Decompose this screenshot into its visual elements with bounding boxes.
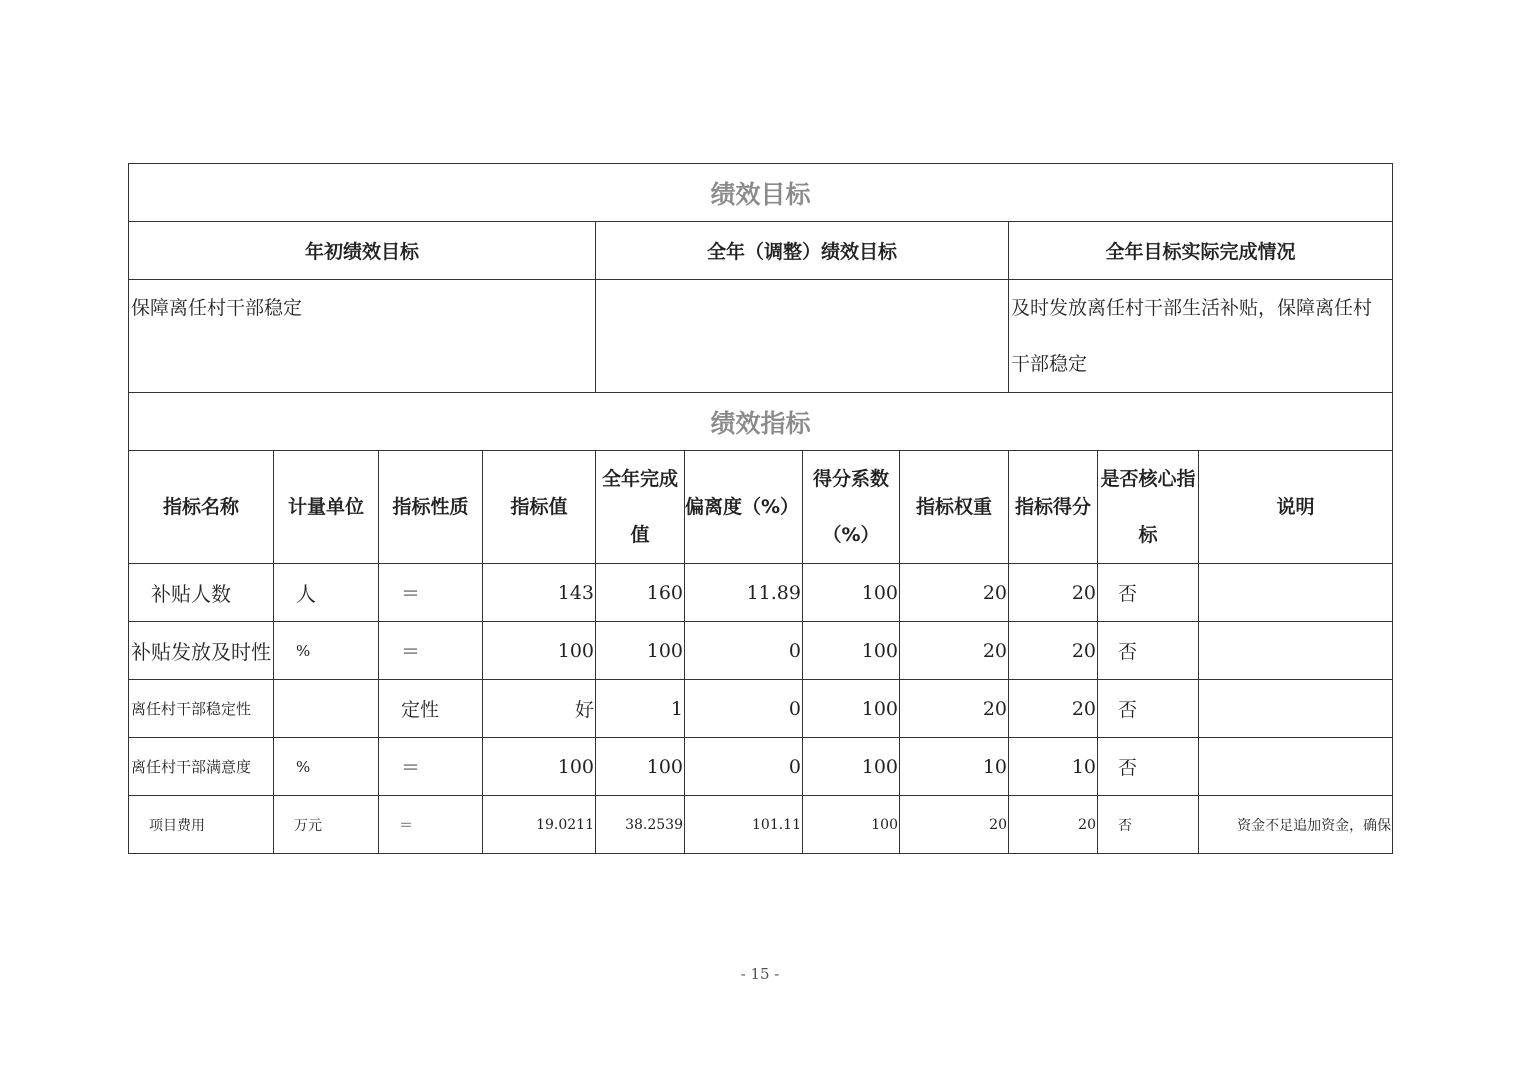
table-row — [129, 738, 1393, 796]
cell-score: 20 — [1009, 680, 1098, 738]
cell-core: 否 — [1098, 796, 1199, 854]
cell-target: 100 — [483, 622, 596, 680]
cell-core: 否 — [1098, 622, 1199, 680]
table-row — [129, 680, 1393, 738]
cell-target: 143 — [483, 564, 596, 622]
cell-core: 否 — [1098, 564, 1199, 622]
cell-target: 19.0211 — [483, 796, 596, 854]
cell-score: 20 — [1009, 564, 1098, 622]
cell-notes — [1199, 738, 1393, 796]
goal-actual-value: 及时发放离任村干部生活补贴，保障离任村干部稳定 — [1009, 280, 1393, 393]
cell-actual: 160 — [596, 564, 685, 622]
cell-name: 离任村干部稳定性 — [129, 680, 274, 738]
performance-table — [128, 163, 1393, 854]
goal-header-initial: 年初绩效目标 — [129, 222, 596, 280]
page-number: - 15 - — [740, 965, 780, 983]
table-row — [129, 796, 1393, 854]
cell-weight: 20 — [900, 564, 1009, 622]
cell-target: 好 — [483, 680, 596, 738]
goal-section-title: 绩效目标 — [129, 164, 1393, 222]
cell-nature: ＝ — [379, 564, 483, 622]
cell-weight: 20 — [900, 622, 1009, 680]
header-indicator-name: 指标名称 — [129, 451, 274, 564]
cell-unit: 人 — [274, 564, 379, 622]
goal-header-adjusted: 全年（调整）绩效目标 — [596, 222, 1009, 280]
cell-notes — [1199, 680, 1393, 738]
cell-name: 补贴人数 — [129, 564, 274, 622]
cell-nature: ＝ — [379, 622, 483, 680]
cell-actual: 100 — [596, 738, 685, 796]
cell-actual: 38.2539 — [596, 796, 685, 854]
header-target-value: 指标值 — [483, 451, 596, 564]
goal-adjusted-value — [596, 280, 1009, 393]
cell-unit: % — [274, 622, 379, 680]
cell-nature: ＝ — [379, 738, 483, 796]
cell-score: 20 — [1009, 622, 1098, 680]
cell-deviation: 0 — [685, 680, 803, 738]
cell-name: 离任村干部满意度 — [129, 738, 274, 796]
cell-weight: 20 — [900, 680, 1009, 738]
header-notes: 说明 — [1199, 451, 1393, 564]
cell-score: 20 — [1009, 796, 1098, 854]
header-weight: 指标权重 — [900, 451, 1009, 564]
cell-weight: 20 — [900, 796, 1009, 854]
table-row — [129, 564, 1393, 622]
cell-name: 项目费用 — [129, 796, 274, 854]
indicator-section-title: 绩效指标 — [129, 393, 1393, 451]
header-nature: 指标性质 — [379, 451, 483, 564]
cell-score: 10 — [1009, 738, 1098, 796]
cell-coefficient: 100 — [803, 738, 900, 796]
cell-nature: ＝ — [379, 796, 483, 854]
cell-notes: 资金不足追加资金，确保 — [1199, 796, 1393, 854]
cell-coefficient: 100 — [803, 796, 900, 854]
cell-unit — [274, 680, 379, 738]
cell-actual: 100 — [596, 622, 685, 680]
header-is-core: 是否核心指标 — [1098, 451, 1199, 564]
goal-initial-value: 保障离任村干部稳定 — [129, 280, 596, 393]
cell-nature: 定性 — [379, 680, 483, 738]
header-actual-value: 全年完成值 — [596, 451, 685, 564]
goal-header-actual: 全年目标实际完成情况 — [1009, 222, 1393, 280]
cell-core: 否 — [1098, 738, 1199, 796]
cell-weight: 10 — [900, 738, 1009, 796]
cell-actual: 1 — [596, 680, 685, 738]
cell-target: 100 — [483, 738, 596, 796]
cell-deviation: 101.11 — [685, 796, 803, 854]
cell-deviation: 0 — [685, 738, 803, 796]
cell-unit: 万元 — [274, 796, 379, 854]
cell-name: 补贴发放及时性 — [129, 622, 274, 680]
cell-notes — [1199, 622, 1393, 680]
cell-deviation: 0 — [685, 622, 803, 680]
cell-coefficient: 100 — [803, 622, 900, 680]
cell-deviation: 11.89 — [685, 564, 803, 622]
cell-notes — [1199, 564, 1393, 622]
table-row — [129, 622, 1393, 680]
cell-coefficient: 100 — [803, 680, 900, 738]
header-score-coefficient: 得分系数（%） — [803, 451, 900, 564]
cell-coefficient: 100 — [803, 564, 900, 622]
header-score: 指标得分 — [1009, 451, 1098, 564]
cell-unit: % — [274, 738, 379, 796]
header-deviation: 偏离度（%） — [685, 451, 803, 564]
cell-core: 否 — [1098, 680, 1199, 738]
header-unit: 计量单位 — [274, 451, 379, 564]
